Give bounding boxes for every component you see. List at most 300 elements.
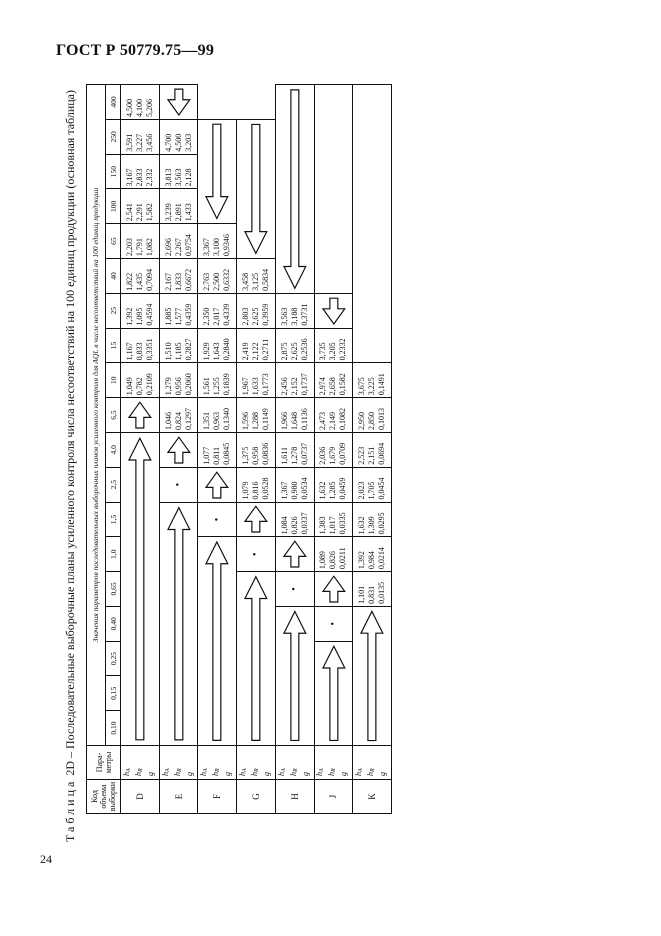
arrow-outline	[245, 577, 267, 741]
arrow-right-shape	[315, 572, 353, 606]
plan-values-cell	[159, 293, 198, 328]
plan-value: 0,0211	[338, 547, 348, 570]
plan-value: 3,100	[212, 238, 222, 257]
plan-value: 2,167	[163, 272, 173, 291]
plan-value: 1,285	[328, 481, 338, 500]
param-label	[289, 746, 301, 776]
caption-number: 2D	[63, 761, 77, 776]
plan-value: 0,4594	[144, 303, 154, 326]
plan-value: 3,225	[367, 377, 377, 396]
plan-values-cell	[353, 467, 392, 502]
arrow-right-icon	[314, 641, 353, 745]
aql-header: 400	[106, 85, 121, 120]
param-label	[238, 746, 250, 776]
plan-values-cell	[198, 224, 237, 259]
plan-value: 0,1737	[299, 373, 309, 396]
plan-value: 0,9754	[183, 234, 193, 257]
plan-value: 0,2536	[299, 338, 309, 361]
param-subscript: R	[215, 768, 222, 772]
param-symbol: g	[378, 772, 388, 776]
plan-value: 0,5834	[260, 268, 270, 291]
param-label	[185, 746, 197, 776]
plan-value: 0,831	[367, 585, 377, 604]
plan-values-cell	[353, 363, 392, 398]
aql-header: 25	[106, 293, 121, 328]
plan-value: 0,833	[134, 342, 144, 361]
arrow-outline	[284, 90, 306, 288]
plan-values-cell	[159, 363, 198, 398]
plan-value: 1,255	[212, 377, 222, 396]
param-labels	[275, 746, 314, 780]
plan-value: 4,500	[124, 98, 134, 117]
plan-value: 2,850	[367, 411, 377, 430]
param-label	[146, 746, 158, 776]
param-symbol: h	[172, 772, 182, 776]
plan-value: 0,0737	[299, 442, 309, 465]
plan-values-cell	[198, 259, 237, 294]
plan-value: 0,782	[134, 377, 144, 396]
param-symbol: h	[237, 772, 247, 776]
plan-values-cell	[121, 259, 160, 294]
plan-value: 0,0337	[299, 512, 309, 535]
plan-value: 1,079	[240, 481, 250, 500]
param-label	[122, 746, 134, 776]
plan-value: 0,963	[212, 411, 222, 430]
param-subscript: R	[331, 768, 338, 772]
param-labels	[353, 746, 392, 780]
aql-header: 150	[106, 154, 121, 189]
param-symbol: g	[145, 772, 155, 776]
plan-value: 0,1297	[183, 407, 193, 430]
param-label	[315, 746, 327, 776]
arrow-right-shape	[198, 537, 236, 745]
arrow-left-shape	[315, 294, 353, 328]
plan-value: 0,0836	[260, 442, 270, 465]
plan-value: 1,392	[357, 551, 367, 570]
no-plan-dot-icon: •	[314, 606, 353, 641]
param-label	[173, 746, 185, 776]
plan-value: 0,0845	[222, 442, 232, 465]
plan-value: 1,705	[367, 481, 377, 500]
rotated-table-container	[86, 84, 392, 814]
plan-values-cell	[237, 398, 276, 433]
arrow-left-icon	[275, 85, 314, 294]
plan-value: 1,643	[212, 342, 222, 361]
param-label	[354, 746, 366, 776]
param-label	[211, 746, 223, 776]
plan-value: 0,1013	[377, 407, 387, 430]
plan-values-cell	[121, 119, 160, 154]
arrow-right-icon	[121, 432, 160, 745]
aql-header: 6,5	[106, 398, 121, 433]
aql-header: 0,15	[106, 676, 121, 711]
sample-size-code: K	[353, 780, 392, 814]
plan-values-cell	[198, 398, 237, 433]
plan-value: 2,625	[250, 307, 260, 326]
aql-header: 1,5	[106, 502, 121, 537]
arrow-outline	[168, 89, 190, 115]
standard-header: ГОСТ Р 50779.75—99	[56, 42, 215, 59]
arrow-outline	[206, 124, 228, 218]
param-subscript: A	[280, 768, 287, 772]
plan-value: 1,632	[318, 481, 328, 500]
plan-value: 3,125	[250, 272, 260, 291]
plan-values-cell	[198, 293, 237, 328]
arrow-right-shape	[121, 433, 159, 745]
aql-header: 65	[106, 224, 121, 259]
plan-value: 0,1340	[222, 407, 232, 430]
param-subscript: A	[358, 768, 365, 772]
plan-value: 1,833	[173, 272, 183, 291]
arrow-right-shape	[237, 503, 275, 537]
sampling-plan-table	[86, 84, 392, 814]
plan-value: 2,803	[240, 307, 250, 326]
plan-value: 0,811	[212, 447, 222, 465]
table-row	[198, 85, 237, 814]
plan-value: 0,0335	[338, 512, 348, 535]
plan-values-cell	[275, 502, 314, 537]
plan-values-cell	[353, 502, 392, 537]
param-subscript: A	[203, 768, 210, 772]
aql-header: 4,0	[106, 432, 121, 467]
arrow-right-icon	[275, 537, 314, 572]
plan-values-cell	[237, 467, 276, 502]
plan-value: 3,203	[183, 133, 193, 152]
arrow-right-icon	[237, 502, 276, 537]
plan-values-cell	[159, 259, 198, 294]
aql-header: 40	[106, 259, 121, 294]
param-label	[250, 746, 262, 776]
arrow-right-shape	[237, 572, 275, 745]
param-subscript: R	[176, 768, 183, 772]
param-label	[366, 746, 378, 776]
plan-values-cell	[275, 398, 314, 433]
plan-value: 3,205	[328, 342, 338, 361]
plan-value: 2,473	[318, 411, 328, 430]
arrow-left-shape	[160, 85, 198, 119]
plan-value: 1,966	[279, 411, 289, 430]
plan-value: 2,696	[163, 238, 173, 257]
arrow-outline	[245, 507, 267, 533]
table-row	[314, 85, 353, 814]
plan-value: 1,679	[328, 446, 338, 465]
param-label	[301, 746, 313, 776]
plan-value: 3,563	[173, 168, 183, 187]
param-label	[327, 746, 339, 776]
param-symbol: h	[211, 772, 221, 776]
plan-value: 0,1582	[338, 373, 348, 396]
plan-value: 3,188	[289, 307, 299, 326]
plan-value: 3,167	[124, 168, 134, 187]
arrow-outline	[322, 576, 344, 602]
param-symbol: h	[288, 772, 298, 776]
plan-value: 0,2827	[183, 338, 193, 361]
plan-values-cell	[275, 467, 314, 502]
plan-value: 0,984	[367, 551, 377, 570]
param-symbol: h	[366, 772, 376, 776]
plan-value: 1,392	[124, 307, 134, 326]
aql-header: 0,65	[106, 572, 121, 607]
sample-size-code: D	[121, 780, 160, 814]
arrow-left-icon	[314, 293, 353, 328]
plan-value: 2,763	[202, 272, 212, 291]
plan-values-cell	[198, 432, 237, 467]
plan-value: 1,433	[183, 203, 193, 222]
plan-value: 0,1136	[299, 408, 309, 430]
param-label	[161, 746, 173, 776]
param-subscript: R	[137, 768, 144, 772]
arrow-outline	[129, 438, 151, 740]
plan-value: 0,2060	[183, 373, 193, 396]
arrow-right-icon	[159, 502, 198, 745]
caption-text: – Последовательные выборочные планы усиленного контроля числа несоответствий на 100 единиц продукции (основная таблица)	[63, 89, 77, 758]
aql-header: 0,10	[106, 711, 121, 746]
plan-values-cell	[237, 259, 276, 294]
plan-value: 1,611	[279, 447, 289, 465]
plan-values-cell	[314, 328, 353, 363]
plan-values-cell	[159, 398, 198, 433]
param-symbol: g	[223, 772, 233, 776]
plan-value: 1,017	[328, 516, 338, 535]
plan-values-cell	[121, 328, 160, 363]
plan-values-cell	[121, 154, 160, 189]
sample-size-code: H	[275, 780, 314, 814]
plan-value: 2,152	[289, 377, 299, 396]
plan-values-cell	[121, 363, 160, 398]
plan-value: 2,122	[250, 342, 260, 361]
arrow-right-shape	[353, 607, 391, 745]
plan-value: 0,4339	[222, 303, 232, 326]
plan-value: 3,675	[357, 377, 367, 396]
param-label	[262, 746, 274, 776]
arrow-right-shape	[315, 642, 353, 745]
plan-value: 3,239	[163, 203, 173, 222]
table-caption	[63, 62, 78, 842]
param-labels	[314, 746, 353, 780]
plan-value: 0,2840	[222, 338, 232, 361]
arrow-outline	[284, 611, 306, 740]
plan-value: 0,3731	[299, 303, 309, 326]
plan-values-cell	[314, 363, 353, 398]
plan-value: 2,350	[202, 307, 212, 326]
param-subscript: A	[319, 768, 326, 772]
caption-label: Таблица	[63, 778, 77, 842]
plan-values-cell	[159, 119, 198, 154]
param-subscript: A	[164, 768, 171, 772]
arrow-right-shape	[276, 607, 314, 745]
plan-value: 0,824	[173, 411, 183, 430]
plan-value: 3,456	[144, 133, 154, 152]
param-labels	[198, 746, 237, 780]
plan-values-cell	[121, 293, 160, 328]
param-symbol: h	[133, 772, 143, 776]
plan-value: 1,046	[163, 411, 173, 430]
plan-value: 1,288	[250, 411, 260, 430]
plan-value: 1,561	[202, 377, 212, 396]
arrow-right-icon	[198, 537, 237, 746]
plan-values-cell	[275, 432, 314, 467]
plan-values-cell	[159, 224, 198, 259]
plan-value: 1,375	[240, 446, 250, 465]
plan-value: 0,3959	[260, 303, 270, 326]
aql-header: 15	[106, 328, 121, 363]
plan-value: 1,101	[357, 585, 367, 604]
arrow-right-icon	[159, 432, 198, 467]
plan-value: 3,563	[279, 307, 289, 326]
plan-value: 0,0295	[377, 512, 387, 535]
plan-value: 3,813	[163, 168, 173, 187]
plan-value: 1,633	[250, 377, 260, 396]
sample-size-code: G	[237, 780, 276, 814]
plan-values-cell	[121, 224, 160, 259]
param-symbol: h	[315, 772, 325, 776]
arrow-right-shape	[160, 503, 198, 745]
aql-super-header: Значения параметров последовательных выборочных планов усиленного контроля для AQL в числе несоответствий на 100 единиц продукции	[87, 85, 106, 746]
arrow-right-shape	[121, 398, 159, 432]
plan-value: 0,816	[250, 481, 260, 500]
plan-value: 1,577	[173, 307, 183, 326]
plan-value: 4,100	[134, 98, 144, 117]
aql-header: 1,0	[106, 537, 121, 572]
plan-value: 1,309	[367, 516, 377, 535]
plan-value: 2,203	[124, 238, 134, 257]
plan-value: 0,6332	[222, 268, 232, 291]
arrow-outline	[168, 437, 190, 463]
arrow-left-icon	[237, 119, 276, 258]
arrow-outline	[129, 402, 151, 428]
plan-value: 3,227	[134, 133, 144, 152]
plan-value: 0,2109	[144, 373, 154, 396]
plan-values-cell	[353, 537, 392, 572]
plan-value: 2,036	[318, 446, 328, 465]
arrow-outline	[322, 298, 344, 324]
plan-values-cell	[159, 189, 198, 224]
plan-value: 1,279	[163, 377, 173, 396]
plan-value: 0,6672	[183, 268, 193, 291]
plan-values-cell	[353, 398, 392, 433]
aql-header: 10	[106, 363, 121, 398]
plan-value: 1,435	[134, 272, 144, 291]
plan-values-cell	[275, 363, 314, 398]
table-row	[353, 85, 392, 814]
param-subscript: R	[292, 768, 299, 772]
arrow-left-icon	[198, 119, 237, 223]
param-symbol: h	[327, 772, 337, 776]
plan-value: 0,956	[173, 377, 183, 396]
table-body	[121, 85, 392, 814]
plan-value: 1,367	[279, 481, 289, 500]
empty-cell	[353, 85, 392, 363]
param-label	[199, 746, 211, 776]
plan-values-cell	[314, 537, 353, 572]
param-label	[223, 746, 235, 776]
aql-header: 100	[106, 189, 121, 224]
plan-value: 0,958	[250, 446, 260, 465]
plan-value: 0,0459	[338, 477, 348, 500]
plan-value: 0,3351	[144, 338, 154, 361]
plan-values-cell	[353, 572, 392, 607]
arrow-outline	[284, 541, 306, 567]
plan-values-cell	[198, 328, 237, 363]
plan-value: 2,875	[279, 342, 289, 361]
table-row	[159, 85, 198, 814]
plan-value: 1,929	[202, 342, 212, 361]
plan-value: 0,980	[289, 481, 299, 500]
plan-value: 2,523	[357, 446, 367, 465]
plan-value: 1,077	[202, 446, 212, 465]
arrow-left-shape	[198, 120, 236, 223]
plan-value: 2,151	[367, 446, 377, 465]
plan-value: 2,950	[357, 411, 367, 430]
plan-value: 0,0135	[377, 581, 387, 604]
plan-value: 1,791	[134, 238, 144, 257]
plan-values-cell	[275, 328, 314, 363]
aql-header: 2,5	[106, 467, 121, 502]
plan-value: 1,351	[202, 411, 212, 430]
plan-value: 2,833	[134, 168, 144, 187]
plan-values-cell	[237, 293, 276, 328]
sample-size-code: J	[314, 780, 353, 814]
page-number: 24	[40, 852, 52, 866]
sample-size-code: F	[198, 780, 237, 814]
arrow-right-icon	[275, 606, 314, 745]
no-plan-dot-icon: •	[237, 537, 276, 572]
param-subscript: A	[125, 768, 132, 772]
param-label	[134, 746, 146, 776]
param-symbol: g	[184, 772, 194, 776]
plan-value: 1,510	[163, 342, 173, 361]
no-plan-dot-icon: •	[275, 572, 314, 607]
plan-value: 2,023	[357, 481, 367, 500]
plan-value: 0,826	[328, 551, 338, 570]
plan-value: 0,4359	[183, 303, 193, 326]
plan-value: 2,128	[183, 168, 193, 187]
plan-values-cell	[121, 189, 160, 224]
table-row	[275, 85, 314, 814]
arrow-outline	[322, 646, 344, 740]
plan-value: 1,632	[357, 516, 367, 535]
plan-value: 0,0694	[377, 442, 387, 465]
plan-value: 0,1082	[338, 407, 348, 430]
plan-value: 0,0709	[338, 442, 348, 465]
plan-value: 0,9346	[222, 234, 232, 257]
param-symbol: g	[261, 772, 271, 776]
param-subscript: A	[241, 768, 248, 772]
arrow-outline	[168, 508, 190, 740]
plan-value: 5,206	[144, 98, 154, 117]
plan-value: 2,419	[240, 342, 250, 361]
plan-values-cell	[353, 432, 392, 467]
plan-value: 0,1839	[222, 373, 232, 396]
plan-value: 4,500	[173, 133, 183, 152]
plan-values-cell	[237, 363, 276, 398]
arrow-right-icon	[198, 467, 237, 502]
param-label	[378, 746, 390, 776]
plan-value: 0,1491	[377, 373, 387, 396]
plan-value: 0,1773	[260, 373, 270, 396]
arrow-left-shape	[276, 85, 314, 293]
sample-size-code: E	[159, 780, 198, 814]
plan-value: 2,500	[212, 272, 222, 291]
plan-value: 1,278	[289, 446, 299, 465]
plan-value: 0,0214	[377, 547, 387, 570]
aql-header: 0,40	[106, 606, 121, 641]
plan-value: 1,185	[173, 342, 183, 361]
plan-value: 1,167	[124, 342, 134, 361]
param-labels	[121, 746, 160, 780]
plan-values-cell	[198, 363, 237, 398]
table-row	[237, 85, 276, 814]
